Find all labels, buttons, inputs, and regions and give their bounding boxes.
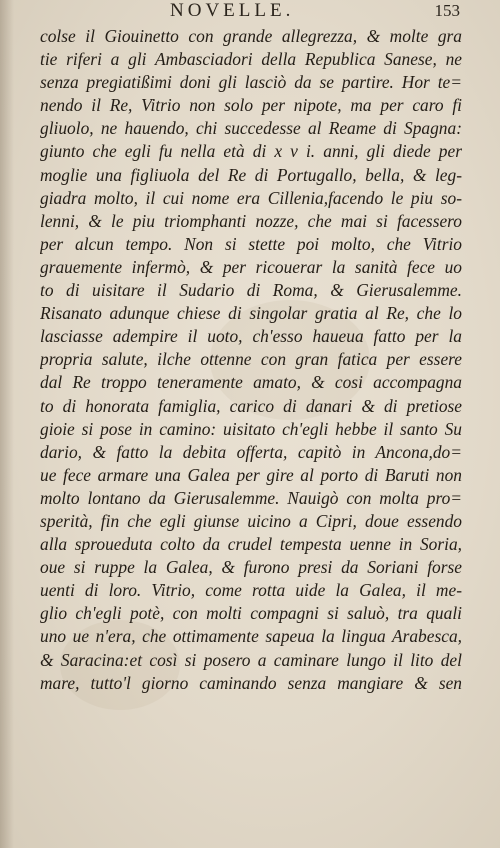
- text-line: gioie si pose in camino: uisitato ch'egli hebbe il santo Su: [40, 418, 462, 439]
- page-gutter-shadow: [0, 0, 14, 848]
- text-line: uno ue n'era, che ottimamente sapeua la lingua Arabesca,: [40, 626, 462, 647]
- page-header: [160, 0, 460, 24]
- text-line: tie riferi a gli Ambasciadori della Republica Sanese, ne: [40, 49, 462, 70]
- text-line: & Saracina:et così si posero a caminare lungo il lito del: [40, 649, 462, 670]
- text-line: giunto che egli fu nella età di x v i. anni, gli diede per: [40, 141, 462, 162]
- text-line: propria salute, ilche ottenne con gran fatica per essere: [40, 349, 462, 370]
- running-head: NOVELLE.: [170, 0, 295, 21]
- text-line: molto lontano da Gierusalemme. Nauigò con molta pro=: [40, 487, 462, 508]
- text-line: per alcun tempo. Non si stette poi molto, che Vitrio: [40, 233, 462, 254]
- body-text: [40, 25, 462, 695]
- text-line: alla sproueduta colto da crudel tempesta uenne in Soria,: [40, 534, 462, 555]
- page-number: 153: [434, 1, 460, 20]
- text-line: sperità, fin che egli giunse uicino a Cipri, doue essendo: [40, 510, 462, 531]
- text-line: Risanato adunque chiese di singolar gratia al Re, che lo: [40, 303, 462, 324]
- text-line: ue fece armare una Galea per gire al porto di Baruti non: [40, 464, 462, 485]
- text-line: nendo il Re, Vitrio non solo per nipote, ma per caro fi: [40, 95, 462, 116]
- text-line: oue si ruppe la Galea, & furono presi da Soriani forse: [40, 557, 462, 578]
- text-line: lasciasse adempire il uoto, ch'esso haueua fatto per la: [40, 326, 462, 347]
- text-line: dal Re troppo teneramente amato, & cosi accompagna: [40, 372, 462, 393]
- text-line: colse il Giouinetto con grande allegrezza, & molte gra: [40, 26, 462, 46]
- text-line: to di honorata famiglia, carico di danari & di pretiose: [40, 395, 462, 416]
- text-line: moglie una figliuola del Re di Portugallo, bella, & leg-: [40, 164, 462, 185]
- text-line: mare, tutto'l giorno caminando senza mangiare & sen: [40, 672, 462, 693]
- text-line: gliuolo, ne hauendo, chi succedesse al Reame di Spagna:: [40, 118, 462, 139]
- text-line: senza pregiatißimi doni gli lasciò da se partire. Hor te=: [40, 72, 462, 93]
- text-line: uenti di loro. Vitrio, come rotta uide la Galea, il me-: [40, 580, 462, 601]
- text-line: giadra molto, il cui nome era Cillenia,facendo le piu so-: [40, 187, 462, 208]
- text-line: lenni, & le piu triomphanti nozze, che mai si facessero: [40, 210, 462, 231]
- text-line: glio ch'egli potè, con molti compagni si saluò, tra quali: [40, 603, 462, 624]
- text-line: to di uisitare il Sudario di Roma, & Gierusalemme.: [40, 280, 462, 301]
- text-line: dario, & fatto la debita offerta, capitò in Ancona,do=: [40, 441, 462, 462]
- text-line: grauemente infermò, & per ricouerar la sanità fece uo: [40, 256, 462, 277]
